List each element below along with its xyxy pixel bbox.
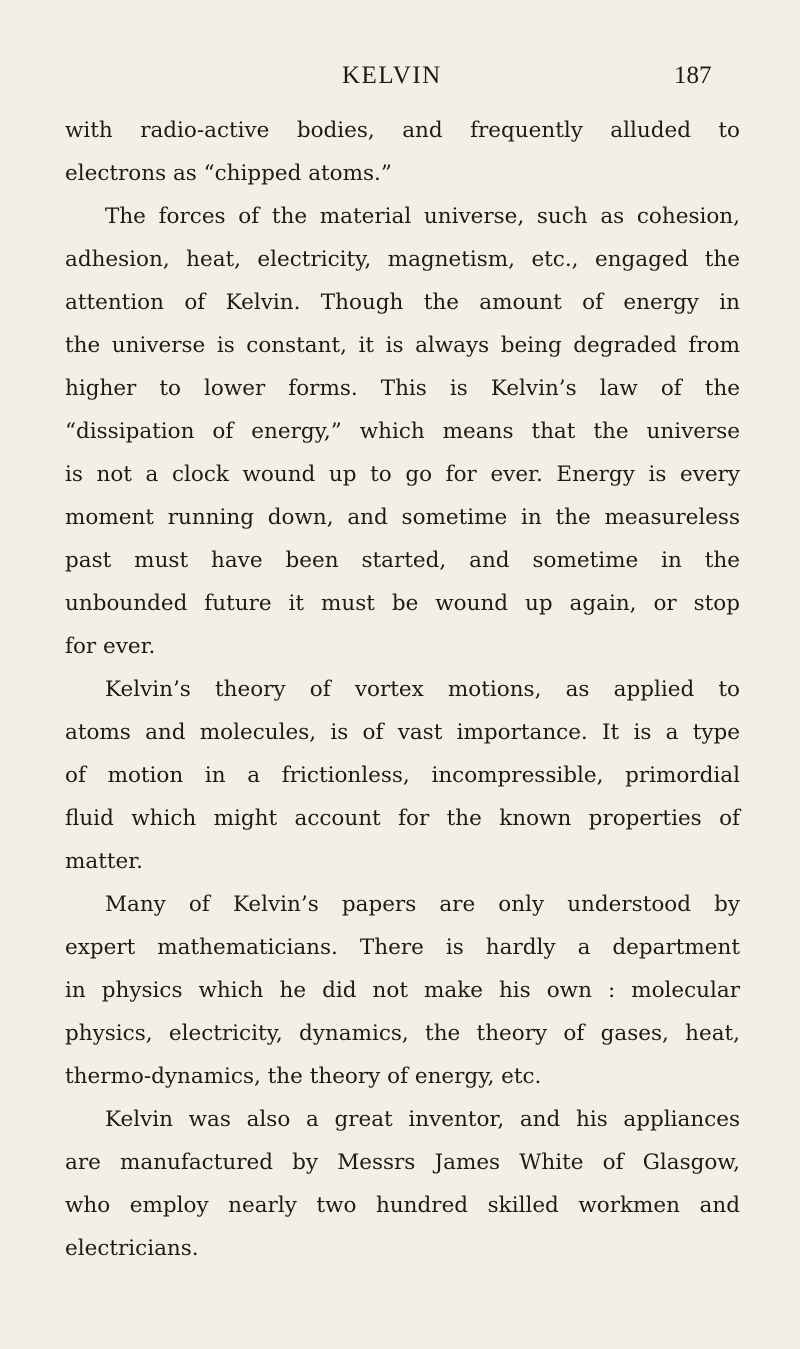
text-line: electricians. [65, 1236, 199, 1261]
text-line: physics, electricity, dynamics, the theory of gases, heat, [65, 1021, 740, 1046]
text-line: adhesion, heat, electricity, magnetism, etc., engaged the [65, 247, 740, 272]
running-head: KELVIN [342, 62, 442, 89]
text-line: expert mathematicians. There is hardly a department [65, 935, 740, 960]
text-line: matter. [65, 849, 143, 874]
text-line: fluid which might account for the known properties of [65, 806, 740, 831]
text-line: for ever. [65, 634, 156, 659]
text-line: moment running down, and sometime in the measureless [65, 505, 740, 530]
text-line: “dissipation of energy,” which means that the universe [65, 419, 740, 444]
text-line: are manufactured by Messrs James White of Glasgow, [65, 1150, 740, 1175]
text-line: past must have been started, and sometime in the [65, 548, 740, 573]
text-line: electrons as “chipped atoms.” [65, 161, 392, 186]
text-line: who employ nearly two hundred skilled workmen and [65, 1193, 740, 1218]
text-line: attention of Kelvin. Though the amount of energy in [65, 290, 740, 315]
text-line: higher to lower forms. This is Kelvin’s law of the [65, 376, 740, 401]
body-text [65, 109, 740, 1270]
text-line: Kelvin was also a great inventor, and his appliances [105, 1107, 740, 1132]
text-line: the universe is constant, it is always being degraded from [65, 333, 740, 358]
text-line: thermo-dynamics, the theory of energy, etc. [65, 1064, 542, 1089]
text-line: in physics which he did not make his own : molecular [65, 978, 740, 1003]
text-line: of motion in a frictionless, incompressible, primordial [65, 763, 740, 788]
text-line: Many of Kelvin’s papers are only understood by [105, 892, 740, 917]
text-line: is not a clock wound up to go for ever. Energy is every [65, 462, 740, 487]
text-line: Kelvin’s theory of vortex motions, as applied to [105, 677, 740, 702]
text-line: atoms and molecules, is of vast importance. It is a type [65, 720, 740, 745]
text-line: with radio-active bodies, and frequently alluded to [65, 118, 740, 143]
text-line: unbounded future it must be wound up again, or stop [65, 591, 740, 616]
page-number: 187 [674, 62, 712, 89]
text-line: The forces of the material universe, such as cohesion, [105, 204, 740, 229]
